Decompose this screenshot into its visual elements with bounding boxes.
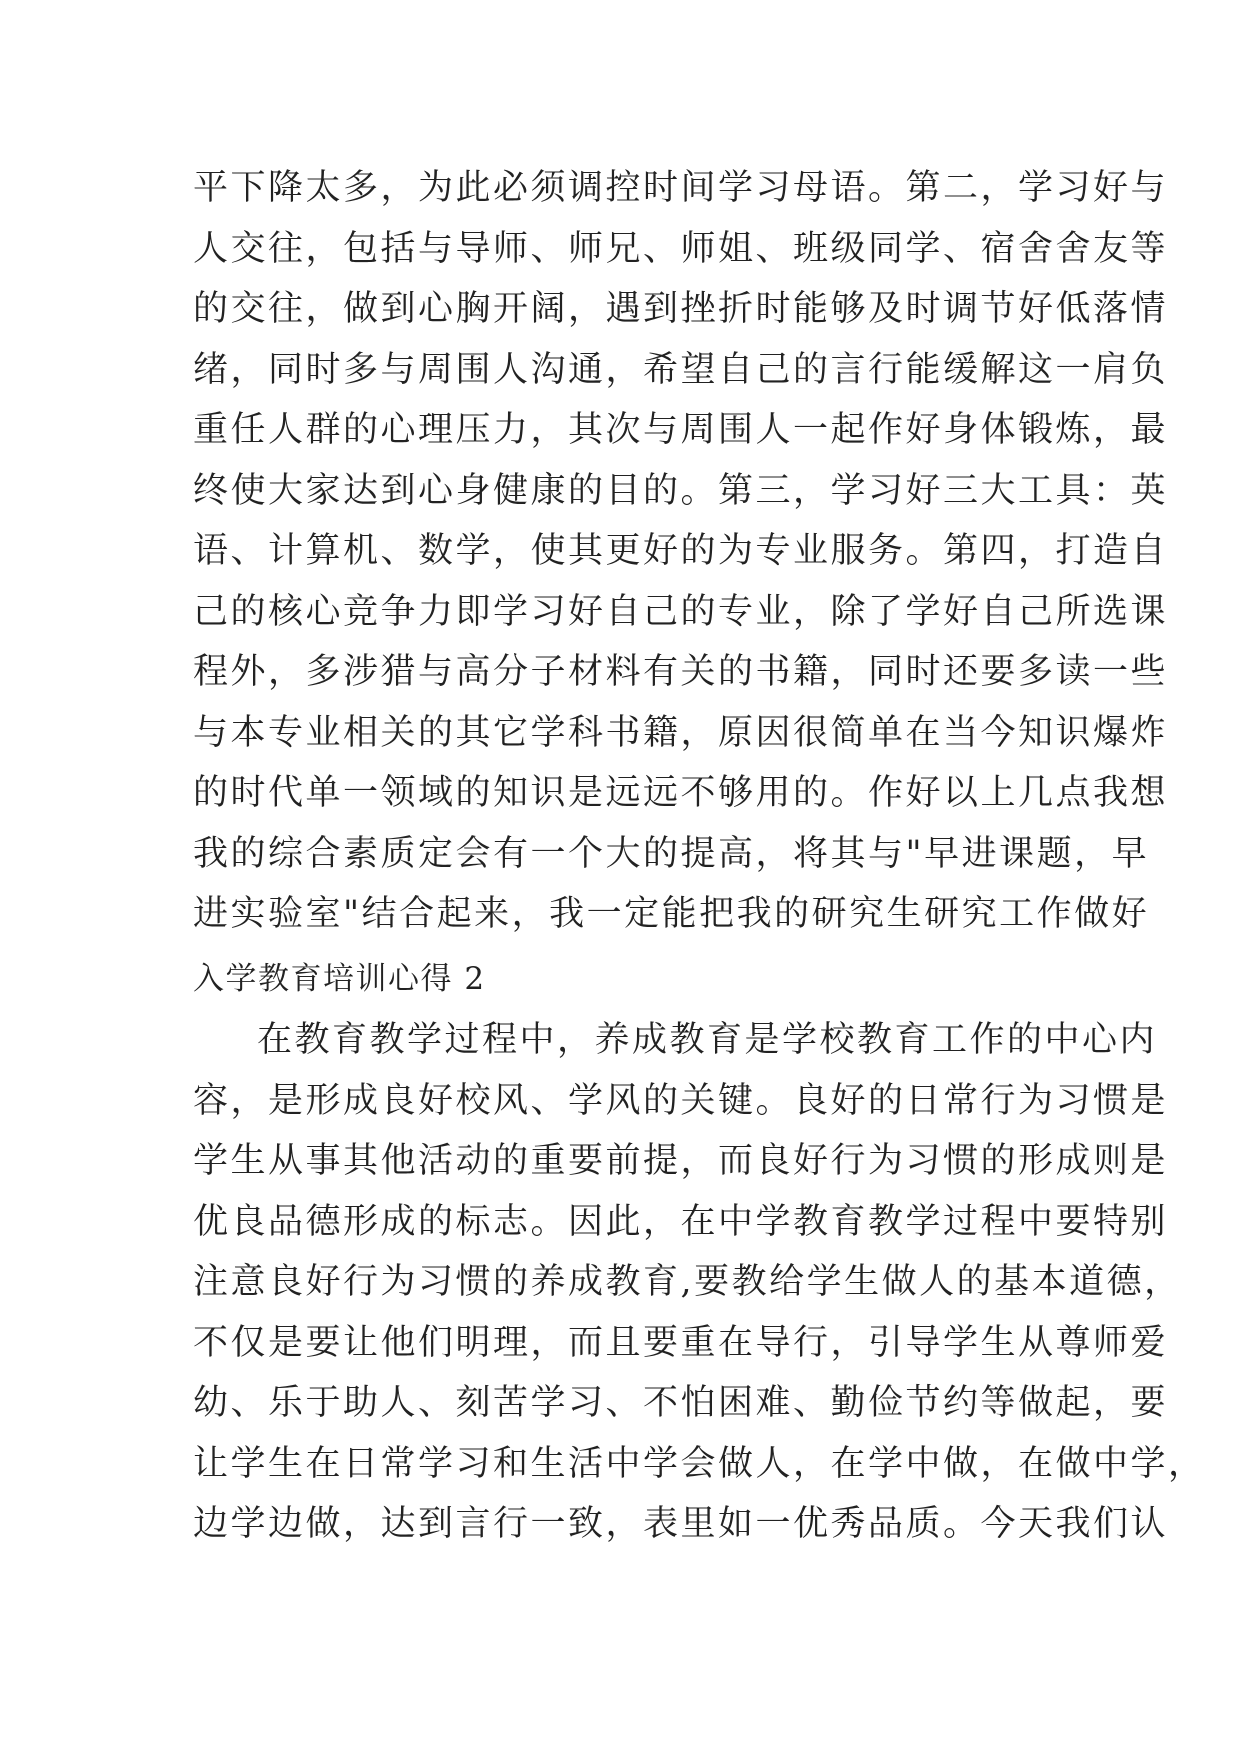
- paragraph-line: 让学生在日常学习和生活中学会做人，在学中做，在做中学，: [193, 1443, 1206, 1484]
- paragraph-line: 终使大家达到心身健康的目的。第三，学习好三大工具：英: [193, 470, 1169, 511]
- paragraph-first-line: 在教育教学过程中，养成教育是学校教育工作的中心内: [257, 1020, 1158, 1060]
- paragraph-line: 与本专业相关的其它学科书籍，原因很简单在当今知识爆炸: [193, 712, 1169, 753]
- paragraph-line: 的交往，做到心胸开阔，遇到挫折时能够及时调节好低落情: [193, 289, 1169, 329]
- paragraph-continued: [193, 158, 1169, 945]
- paragraph-line: 幼、乐于助人、刻苦学习、不怕困难、勤俭节约等做起，要: [193, 1383, 1169, 1423]
- paragraph-line: 优良品德形成的标志。因此，在中学教育教学过程中要特别: [193, 1201, 1169, 1242]
- section-heading: 入学教育培训心得 2: [193, 961, 486, 997]
- paragraph-line: 平下降太多，为此必须调控时间学习母语。第二，学习好与: [193, 168, 1169, 208]
- paragraph-line: 程外，多涉猎与高分子材料有关的书籍，同时还要多读一些: [193, 652, 1169, 692]
- paragraph-line: 不仅是要让他们明理，而且要重在导行，引导学生从尊师爱: [193, 1322, 1169, 1363]
- paragraph-line: 的时代单一领域的知识是远远不够用的。作好以上几点我想: [193, 773, 1169, 813]
- paragraph-line: 容，是形成良好校风、学风的关键。良好的日常行为习惯是: [193, 1080, 1169, 1121]
- paragraph-body: [193, 1010, 1206, 1555]
- paragraph-line: 进实验室"结合起来，我一定能把我的研究生研究工作做好: [193, 894, 1150, 934]
- paragraph-line: 绪，同时多与周围人沟通，希望自己的言行能缓解这一肩负: [193, 349, 1169, 390]
- paragraph-line: 我的综合素质定会有一个大的提高，将其与"早进课题，早: [193, 833, 1150, 874]
- paragraph-line: 己的核心竞争力即学习好自己的专业，除了学好自己所选课: [193, 591, 1169, 632]
- paragraph-line: 重任人群的心理压力，其次与周围人一起作好身体锻炼，最: [193, 410, 1169, 450]
- paragraph-line: 学生从事其他活动的重要前提，而良好行为习惯的形成则是: [193, 1141, 1169, 1181]
- paragraph-line: 注意良好行为习惯的养成教育,要教给学生做人的基本道德，: [193, 1262, 1182, 1302]
- paragraph-line: 语、计算机、数学，使其更好的为专业服务。第四，打造自: [193, 531, 1169, 571]
- paragraph-line: 边学边做，达到言行一致，表里如一优秀品质。今天我们认: [193, 1504, 1169, 1544]
- paragraph-line: 人交往，包括与导师、师兄、师姐、班级同学、宿舍舍友等: [193, 228, 1169, 269]
